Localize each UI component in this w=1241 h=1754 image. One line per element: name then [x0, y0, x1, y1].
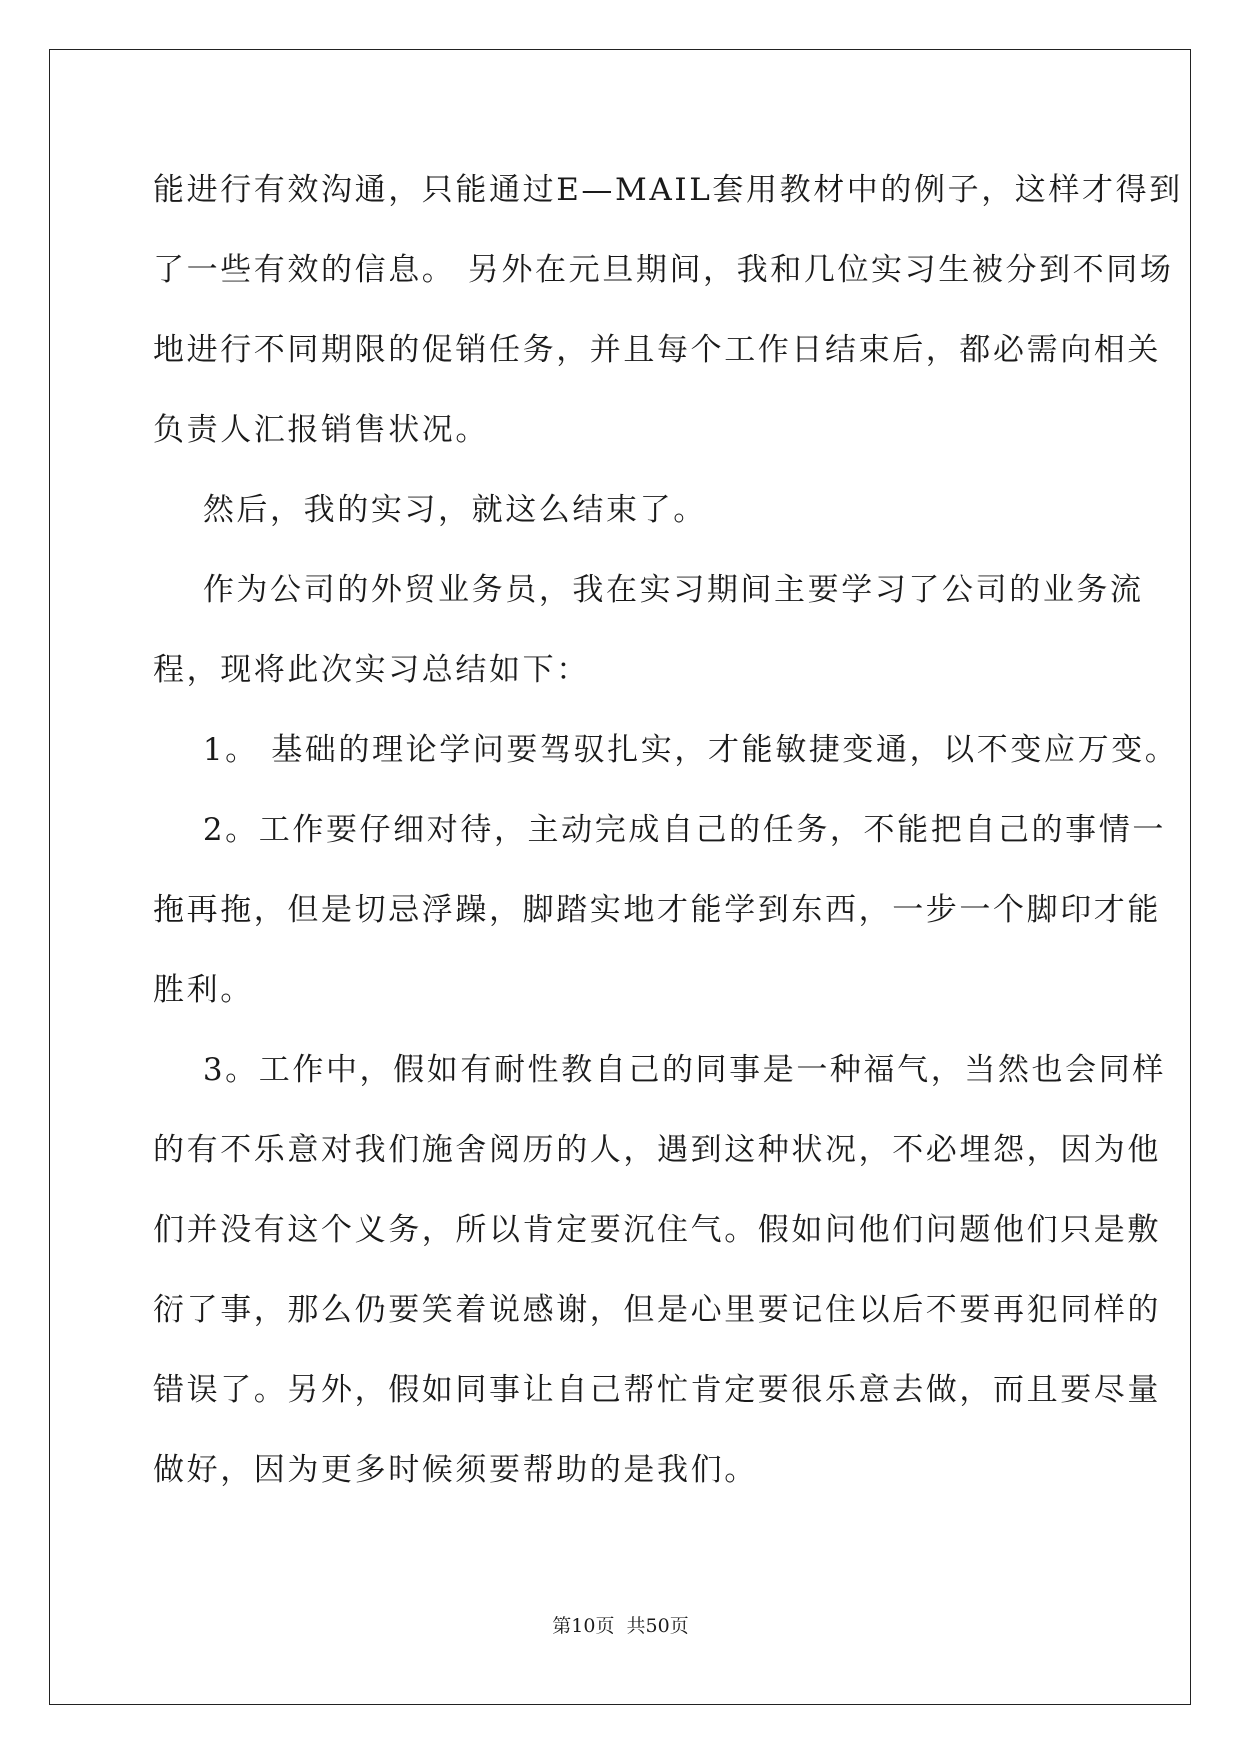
body-line: 然后，我的实习，就这么结束了。 — [153, 492, 707, 528]
body-line: 了一些有效的信息。 另外在元旦期间，我和几位实习生被分到不同场 — [153, 252, 1174, 288]
body-line: 错误了。另外，假如同事让自己帮忙肯定要很乐意去做，而且要尽量 — [153, 1372, 1161, 1408]
body-line: 程，现将此次实习总结如下： — [153, 652, 590, 688]
page-number-footer: 第10页 共50页 — [552, 1615, 689, 1637]
body-line: 3。工作中，假如有耐性教自己的同事是一种福气，当然也会同样 — [153, 1052, 1166, 1088]
body-line: 的有不乐意对我们施舍阅历的人，遇到这种状况，不必埋怨，因为他 — [153, 1132, 1161, 1168]
body-line: 负责人汇报销售状况。 — [153, 412, 489, 448]
body-line: 能进行有效沟通，只能通过E—MAIL套用教材中的例子，这样才得到 — [153, 172, 1183, 208]
body-line: 1。 基础的理论学问要驾驭扎实，才能敏捷变通，以不变应万变。 — [153, 732, 1179, 768]
body-line: 胜利。 — [153, 972, 254, 1008]
body-line: 拖再拖，但是切忌浮躁，脚踏实地才能学到东西，一步一个脚印才能 — [153, 892, 1161, 928]
body-line: 做好，因为更多时候须要帮助的是我们。 — [153, 1452, 758, 1488]
body-line: 衍了事，那么仍要笑着说感谢，但是心里要记住以后不要再犯同样的 — [153, 1292, 1161, 1328]
body-line: 2。工作要仔细对待，主动完成自己的任务，不能把自己的事情一 — [153, 812, 1166, 848]
body-line: 地进行不同期限的促销任务，并且每个工作日结束后，都必需向相关 — [153, 332, 1161, 368]
body-line: 作为公司的外贸业务员，我在实习期间主要学习了公司的业务流 — [153, 572, 1144, 608]
body-line: 们并没有这个义务，所以肯定要沉住气。假如问他们问题他们只是敷 — [153, 1212, 1161, 1248]
